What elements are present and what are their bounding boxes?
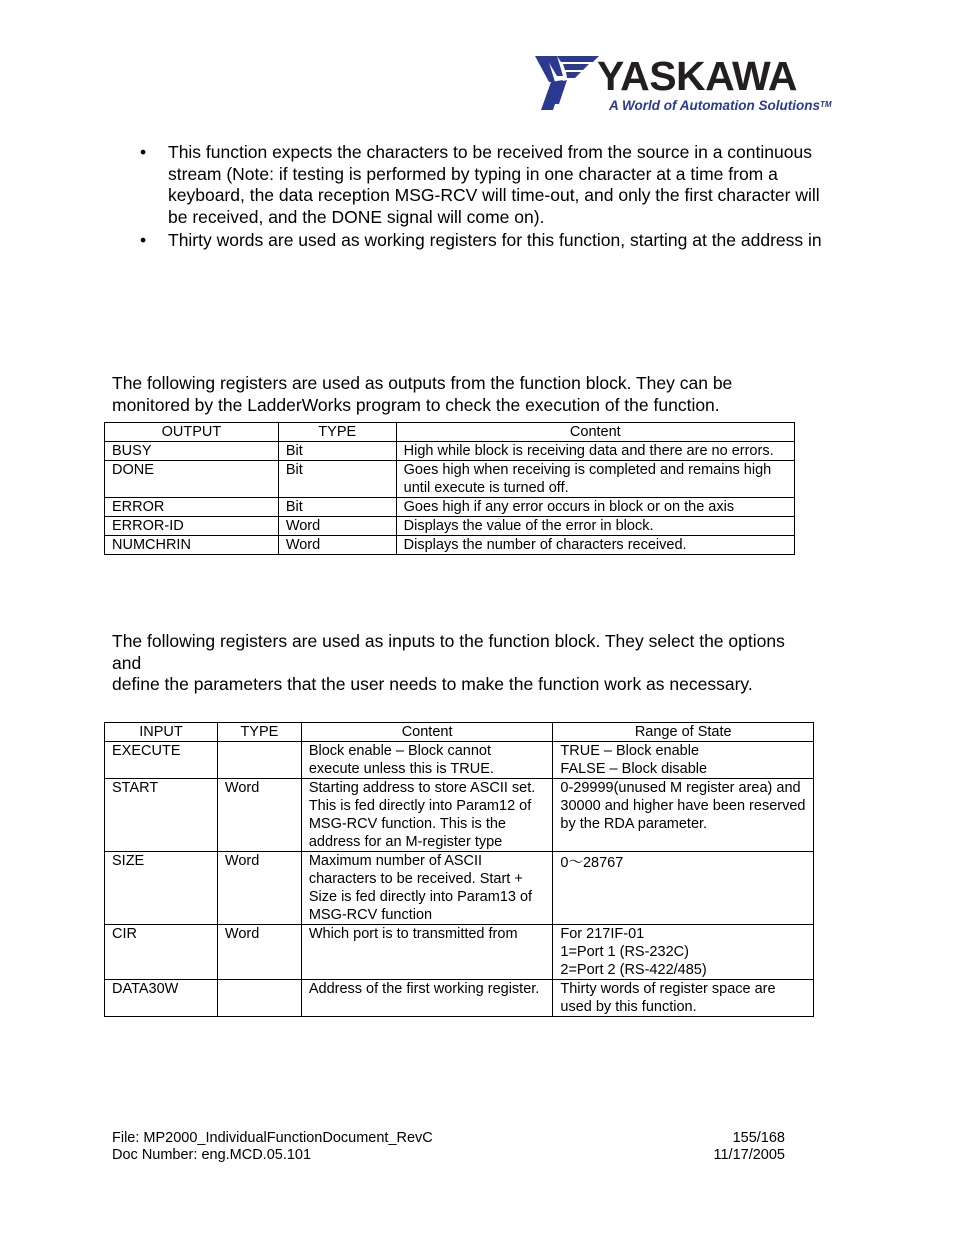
bullet-text: This function expects the characters to be received from the source in a continuous stream (Note: if testing is performed by typing in one character at a time from a keyboard, the data reception MSG-RCV will time-out, and only the first character will be received, and the DONE signal will come on). (168, 142, 820, 227)
bullet-item (140, 230, 830, 252)
input-name: SIZE (105, 852, 218, 925)
output-type: Word (278, 536, 396, 555)
input-content: Address of the first working register. (301, 980, 553, 1017)
inputs-intro-line: The following registers are used as inputs to the function block. They select the options (112, 631, 785, 651)
table-row (105, 498, 795, 517)
input-type: Word (217, 925, 301, 980)
footer-left (112, 1130, 433, 1163)
col-header-range: Range of State (553, 723, 814, 742)
input-type (217, 742, 301, 779)
input-name: EXECUTE (105, 742, 218, 779)
table-row (105, 852, 814, 925)
bullet-item (140, 142, 830, 228)
input-content: Maximum number of ASCII characters to be received. Start + Size is fed directly into Param13 of MSG-RCV function (301, 852, 553, 925)
output-content: Displays the value of the error in block. (396, 517, 794, 536)
input-type: Word (217, 852, 301, 925)
col-header-output: OUTPUT (105, 423, 279, 442)
table-header-row (105, 723, 814, 742)
inputs-intro (112, 631, 785, 696)
input-content: Starting address to store ASCII set. This is fed directly into Param12 of MSG-RCV function. This is the address for an M-register type (301, 779, 553, 852)
outputs-intro-line: The following registers are used as outputs from the function block. They can be (112, 373, 733, 393)
table-row (105, 779, 814, 852)
input-range: For 217IF-01 1=Port 1 (RS-232C) 2=Port 2 (RS-422/485) (553, 925, 814, 980)
input-content: Block enable – Block cannot execute unless this is TRUE. (301, 742, 553, 779)
footer-page: 155/168 (732, 1130, 785, 1146)
logo-tagline-text: A World of Automation Solutions (609, 98, 820, 113)
logo-wordmark: YASKAWA (597, 53, 798, 99)
input-range: TRUE – Block enable FALSE – Block disable (553, 742, 814, 779)
input-name: DATA30W (105, 980, 218, 1017)
bullet-text: Thirty words are used as working registers for this function, starting at the address in (168, 230, 822, 251)
inputs-intro-line: define the parameters that the user needs to make the function work as necessary. (112, 674, 753, 695)
col-header-content: Content (396, 423, 794, 442)
col-header-input: INPUT (105, 723, 218, 742)
table-row (105, 980, 814, 1017)
col-header-type: TYPE (278, 423, 396, 442)
output-type: Bit (278, 461, 396, 498)
output-content: High while block is receiving data and there are no errors. (396, 442, 794, 461)
table-row (105, 925, 814, 980)
col-header-content: Content (301, 723, 553, 742)
outputs-intro-line: monitored by the LadderWorks program to check the execution of the function. (112, 394, 720, 415)
table-row (105, 536, 795, 555)
output-content: Goes high when receiving is completed and remains high until execute is turned off. (396, 461, 794, 498)
input-range: Thirty words of register space are used by this function. (553, 980, 814, 1017)
logo-tagline (609, 98, 832, 113)
col-header-type: TYPE (217, 723, 301, 742)
output-content: Goes high if any error occurs in block or on the axis (396, 498, 794, 517)
output-name: ERROR (105, 498, 279, 517)
table-row (105, 442, 795, 461)
input-range: 0-29999(unused M register area) and 30000 and higher have been reserved by the RDA parameter. (553, 779, 814, 852)
yaskawa-logo (533, 52, 832, 118)
input-range: 0～28767 (553, 852, 814, 925)
footer-file: File: MP2000_IndividualFunctionDocument_RevC (112, 1130, 433, 1146)
logo-tm: TM (819, 100, 832, 109)
bullet-icon: • (140, 142, 147, 162)
footer-right (714, 1130, 786, 1163)
input-type: Word (217, 779, 301, 852)
output-name: DONE (105, 461, 279, 498)
inputs-table (104, 722, 814, 1017)
output-name: ERROR-ID (105, 517, 279, 536)
footer-date: 11/17/2005 (713, 1146, 785, 1163)
output-name: BUSY (105, 442, 279, 461)
bullet-icon: • (140, 230, 147, 251)
output-content: Displays the number of characters received. (396, 536, 794, 555)
input-type (217, 980, 301, 1017)
output-type: Bit (278, 498, 396, 517)
input-name: CIR (105, 925, 218, 980)
inputs-intro-line: and (112, 652, 142, 673)
output-type: Bit (278, 442, 396, 461)
outputs-table (104, 422, 795, 555)
input-content: Which port is to transmitted from (301, 925, 553, 980)
footer-doc-number: Doc Number: eng.MCD.05.101 (112, 1146, 312, 1163)
output-name: NUMCHRIN (105, 536, 279, 555)
table-row (105, 517, 795, 536)
table-row (105, 461, 795, 498)
bullet-list (140, 142, 830, 254)
output-type: Word (278, 517, 396, 536)
yaskawa-mark-icon (533, 52, 603, 114)
table-row (105, 742, 814, 779)
input-name: START (105, 779, 218, 852)
outputs-intro (112, 373, 732, 416)
table-header-row (105, 423, 795, 442)
